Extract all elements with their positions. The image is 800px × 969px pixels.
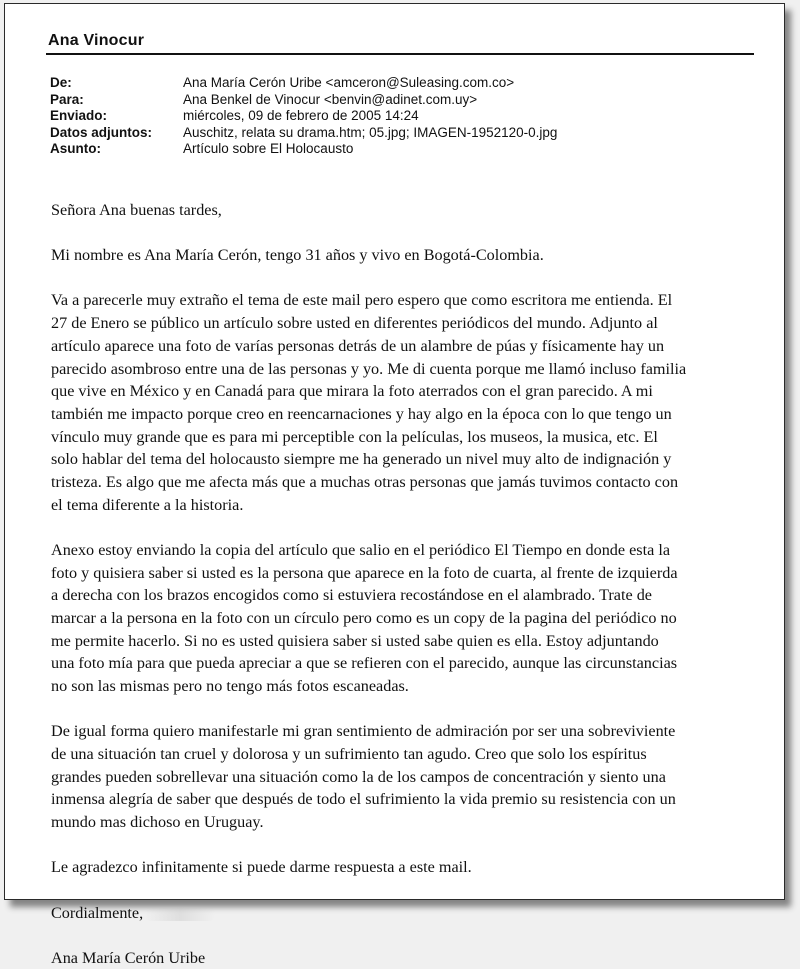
signature [51, 947, 751, 969]
paragraph-line: 27 de Enero se público un artículo sobre usted en diferentes periódicos del mundo. Adjunto al [51, 314, 658, 333]
header-subject-label: Asunto: [50, 141, 101, 156]
paragraph-line: artículo aparece una foto de varías personas detrás de un alambre de púas y físicamente hay un [51, 336, 665, 355]
signature-name: Ana María Cerón Uribe [51, 948, 206, 967]
paragraph-line: me permite hacerlo. Si no es usted quisiera saber si usted sabe quien es ella. Estoy adjuntando [51, 631, 659, 650]
email-body [51, 199, 751, 969]
closing-text: Cordialmente, [51, 903, 144, 922]
paragraph-line: marcar a la persona en la foto con un círculo pero como es un copy de la pagina del periódico no [51, 609, 677, 628]
paragraph-line: que vive en México y en Canadá para que mirara la foto aterrados con el gran parecido. A mi [51, 382, 653, 401]
paragraph-line: inmensa alegría de saber que después de todo el sufrimiento la vida premio su resistencia con un [51, 790, 676, 809]
paragraph-line: grandes pueden sobrellevar una situación como la de los campos de concentración y siento una [51, 767, 666, 786]
paragraph-2 [51, 539, 751, 698]
header-subject [50, 141, 557, 158]
header-from-label: De: [50, 75, 72, 90]
paragraph-3 [51, 720, 751, 834]
header-from-value: Ana María Cerón Uribe <amceron@Suleasing.com.co> [183, 75, 515, 90]
intro-text: Mi nombre es Ana María Cerón, tengo 31 años y vivo en Bogotá-Colombia. [51, 246, 544, 265]
paragraph-line: parecido asombroso entre una de las personas y yo. Me di cuenta porque me llamó incluso familia [51, 359, 687, 378]
email-headers [50, 75, 557, 158]
header-sent-value: miércoles, 09 de febrero de 2005 14:24 [183, 108, 419, 123]
paragraph-line: el tema diferente a la historia. [51, 495, 244, 514]
redacted-signature-mark [145, 907, 215, 921]
paragraph-line: foto y quisiera saber si usted es la persona que aparece en la foto de cuarta, al frente de izquierda [51, 563, 678, 582]
thanks-text: Le agradezco infinitamente si puede darme respuesta a este mail. [51, 858, 472, 877]
paragraph-line: vínculo muy grande que es para mi perceptible con la películas, los museos, la musica, etc. El [51, 427, 658, 446]
intro [51, 244, 751, 267]
header-sent-label: Enviado: [50, 108, 108, 123]
header-subject-value: Artículo sobre El Holocausto [183, 141, 354, 156]
header-attachments [50, 125, 557, 142]
paragraph-line: tristeza. Es algo que me afecta más que a muchas otras personas que jamás tuvimos contacto con [51, 473, 679, 492]
closing [51, 902, 751, 925]
header-attachments-label: Datos adjuntos: [50, 124, 153, 140]
paragraph-line: no son las mismas pero no tengo más fotos escaneadas. [51, 677, 409, 696]
paragraph-line: una foto mía para que pueda apreciar a que se refieren con el parecido, aunque las circunstancias [51, 654, 678, 673]
header-to-value: Ana Benkel de Vinocur <benvin@adinet.com.uy> [183, 91, 478, 107]
header-divider [46, 53, 754, 55]
thanks [51, 856, 751, 879]
sender-name: Ana Vinocur [48, 32, 145, 49]
paragraph-line: De igual forma quiero manifestarle mi gran sentimiento de admiración por ser una sobreviviente [51, 722, 676, 741]
paragraph-line: a derecha con los brazos encogidos como si estuviera recostándose en el alambrado. Trate de [51, 586, 652, 605]
header-to [50, 92, 557, 109]
paragraph-line: también me impacto porque creo en reencarnaciones y hay algo en la época con lo que tengo un [51, 404, 672, 423]
greeting [51, 199, 751, 222]
paragraph-line: Anexo estoy enviando la copia del artículo que salio en el periódico El Tiempo en donde esta la [51, 540, 671, 559]
paragraph-line: mundo mas dichoso en Uruguay. [51, 813, 264, 832]
paragraph-line: de una situación tan cruel y dolorosa y un sufrimiento tan agudo. Creo que solo los espíritus [51, 745, 647, 764]
header-sent [50, 108, 557, 125]
email-printout [4, 3, 785, 967]
header-to-label: Para: [50, 91, 84, 107]
header-from [50, 75, 557, 92]
header-attachments-value: Auschitz, relata su drama.htm; 05.jpg; IMAGEN-1952120-0.jpg [183, 124, 558, 140]
greeting-text: Señora Ana buenas tardes, [51, 201, 222, 219]
paragraph-line: solo hablar del tema del holocausto siempre me ha generado un nivel muy alto de indignación y [51, 450, 672, 469]
paragraph-1 [51, 289, 751, 516]
paragraph-line: Va a parecerle muy extraño el tema de este mail pero espero que como escritora me entienda. El [51, 291, 673, 310]
